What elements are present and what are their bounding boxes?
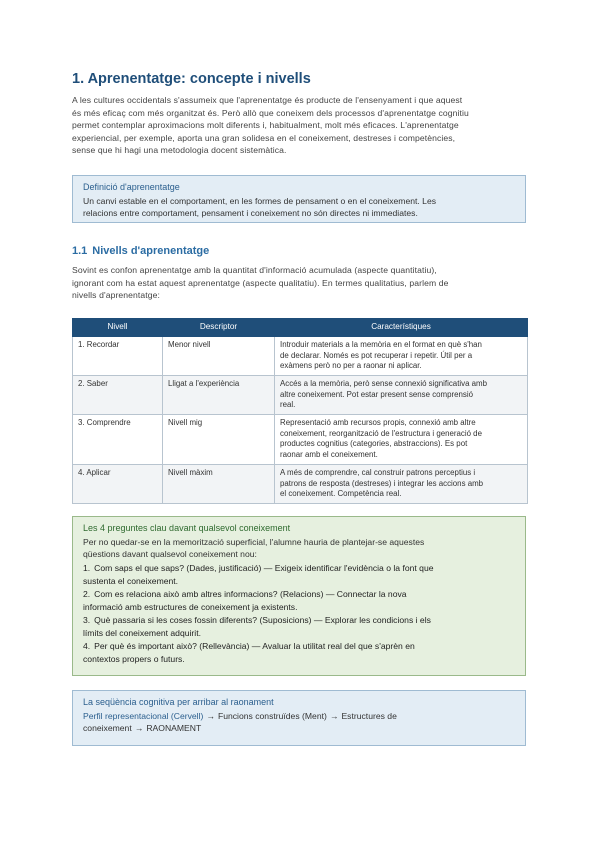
cell-descriptor: Nivell mig (163, 415, 275, 465)
cell-descriptor: Lligat a l'experiència (163, 376, 275, 415)
header-nivell: Nivell (73, 319, 163, 337)
question-item: 4. Per què és important això? (Rellevància) — Avaluar la utilitat real del que s'aprèn en contextos propers o futurs. (83, 641, 415, 664)
cell-caracteristiques: A més de comprendre, cal construir patrons perceptius i patrons de resposta (destreses) i integrar les accions amb el coneixement. Competència real. (275, 465, 528, 504)
cell-caracteristiques: Representació amb recursos propis, connexió amb altre coneixement, reorganització de l'estructura i generació de productes cognitius (categories, abstraccions). Es pot raonar amb el coneixement. (275, 415, 528, 465)
key-questions-title: Les 4 preguntes clau davant qualsevol coneixement (83, 523, 291, 533)
header-descriptor: Descriptor (163, 319, 275, 337)
cognitive-sequence-box (72, 690, 526, 746)
sequence-text (83, 710, 515, 734)
table-row (73, 415, 528, 465)
sequence-step-estructures-cont: coneixement (83, 723, 132, 733)
question-item: 2. Com es relaciona això amb altres informacions? (Relacions) — Connectar la nova informació amb estructures de coneixement ja existents. (83, 589, 407, 612)
sequence-title: La seqüència cognitiva per arribar al raonament (83, 697, 274, 707)
page-title: 1. Aprenentatge: concepte i nivells (72, 71, 311, 87)
table-row (73, 465, 528, 504)
definition-box-title: Definició d'aprenentatge (83, 182, 180, 192)
cell-nivell: 4. Aplicar (73, 465, 163, 504)
cell-descriptor: Nivell màxim (163, 465, 275, 504)
definition-box (72, 175, 526, 223)
levels-table (72, 318, 528, 504)
key-questions-intro: Per no quedar-se en la memorització superficial, l'alumne hauria de plantejar-se aquestes qüestions davant qualsevol coneixement nou: (83, 537, 425, 559)
header-caracteristiques: Característiques (275, 319, 528, 337)
sequence-step-perfil: Perfil representacional (Cervell) (83, 711, 204, 721)
table-row (73, 376, 528, 415)
table-header-row (73, 319, 528, 337)
table-row (73, 337, 528, 376)
arrow-icon: → (134, 723, 144, 733)
question-item: 3. Què passaria si les coses fossin diferents? (Suposicions) — Explorar les condicions i els límits del coneixement adquirit. (83, 615, 431, 638)
arrow-icon: → (206, 711, 215, 721)
intro-paragraph: A les cultures occidentals s'assumeix que l'aprenentatge és producte de l'ensenyament i que aquest és més eficaç com més organitzat és. Però allò que coneixem dels processos d'aprenentatge cognitiu permet contemplar aproximacions molt diferents i, habitualment, molt més eficaces. L'aprenentatge experiencial, per exemple, aporta una gran solidesa en el coneixement, destreses i competències, sense que hi hagi una metodologia docent sistemàtica. (72, 95, 469, 155)
cell-nivell: 3. Comprendre (73, 415, 163, 465)
cell-descriptor: Menor nivell (163, 337, 275, 376)
question-item: 1. Com saps el que saps? (Dades, justificació) — Exigeix identificar l'evidència o la font que sustenta el coneixement. (83, 563, 434, 586)
key-questions-box (72, 516, 526, 676)
definition-box-text: Un canvi estable en el comportament, en les formes de pensament o en el coneixement. Les relacions entre comportament, pensament i coneixement no són directes ni immediates. (83, 196, 437, 218)
cell-nivell: 2. Saber (73, 376, 163, 415)
cell-nivell: 1. Recordar (73, 337, 163, 376)
arrow-icon: → (329, 711, 339, 721)
section-intro-paragraph: Sovint es confon aprenentatge amb la quantitat d'informació acumulada (aspecte quantitatiu), ignorant com ha estat aquest aprenentatge (aspecte qualitatiu). En termes qualitatius, parlem de nivells d'aprenentatge: (72, 265, 449, 300)
sequence-step-estructures: Estructures de (341, 711, 397, 721)
cell-caracteristiques: Accés a la memòria, però sense connexió significativa amb altre coneixement. Pot estar present sense comprensió real. (275, 376, 528, 415)
section-heading: 1.1 Nivells d'aprenentatge (72, 245, 210, 257)
sequence-step-raonament: RAONAMENT (146, 723, 202, 733)
cell-caracteristiques: Introduir materials a la memòria en el format en què s'han de declarar. Només es pot recuperar i repetir. Útil per a exàmens però no per a raonar ni aplicar. (275, 337, 528, 376)
sequence-step-funcions: Funcions construïdes (Ment) (217, 711, 327, 721)
